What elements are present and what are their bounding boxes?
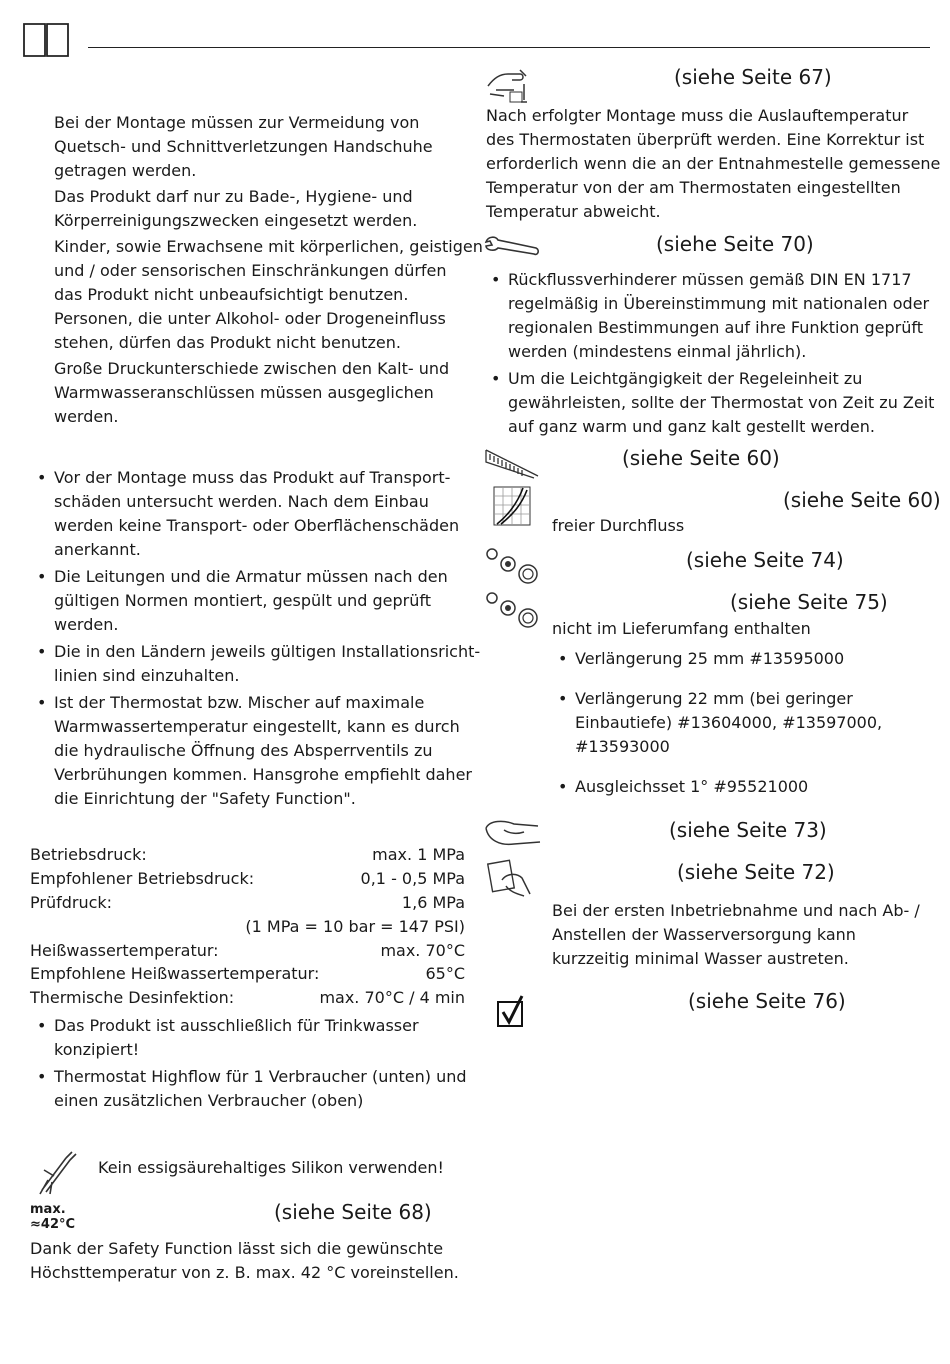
- page-reference: (siehe Seite 60): [622, 446, 780, 470]
- wrench-icon: [484, 234, 540, 260]
- list-item: • Vor der Montage muss das Produkt auf Transport- schäden untersucht werden. Nach dem Einbau werden keine Transport- oder Oberflächenschäden anerkannt.: [54, 466, 480, 562]
- header-rule: [88, 47, 930, 48]
- accessory-note: nicht im Lieferumfang enthalten: [552, 619, 811, 638]
- safety-paragraph: Das Produkt darf nur zu Bade-, Hygiene- und Körperreinigungszwecken eingesetzt werden.: [54, 187, 418, 230]
- list-item: • Verlängerung 25 mm #13595000: [575, 647, 882, 671]
- spec-row: Heißwassertemperatur: max. 70°C: [30, 941, 465, 960]
- page-reference: (siehe Seite 74): [686, 548, 844, 572]
- temp-badge-line: ≈42°C: [30, 1217, 76, 1232]
- page-reference: (siehe Seite 60): [783, 488, 941, 512]
- startup-text: Bei der ersten Inbetriebnahme und nach Ab- / Anstellen der Wasserversorgung kann kurzzeitig minimal Wasser austreten.: [552, 901, 920, 968]
- page-reference: (siehe Seite 67): [674, 65, 832, 89]
- spec-row: (1 MPa = 10 bar = 147 PSI): [245, 917, 465, 936]
- parts-icon: [484, 590, 542, 630]
- accessory-list: [575, 647, 882, 799]
- spec-row: Empfohlener Betriebsdruck: 0,1 - 0,5 MPa: [30, 869, 465, 888]
- spec-row: Thermische Desinfektion: max. 70°C / 4 min: [30, 988, 465, 1007]
- max-badge-line: max.: [30, 1202, 66, 1217]
- spec-row: Prüfdruck: 1,6 MPa: [30, 893, 465, 912]
- checkbox-icon: [496, 994, 526, 1028]
- page-reference: (siehe Seite 75): [730, 590, 888, 614]
- list-item: • Thermostat Highflow für 1 Verbraucher (unten) und einen zusätzlichen Verbraucher (oben): [54, 1065, 467, 1113]
- list-item: • Die in den Ländern jeweils gültigen Installationsricht- linien sind einzuhalten.: [54, 640, 480, 688]
- safety-function-text: Dank der Safety Function lässt sich die gewünschte Höchsttemperatur von z. B. max. 42 °C voreinstellen.: [30, 1239, 459, 1282]
- flow-note: freier Durchfluss: [552, 516, 685, 535]
- list-item: • Verlängerung 22 mm (bei geringer Einbautiefe) #13604000, #13597000, #13593000: [575, 687, 882, 759]
- parts-icon: [484, 546, 542, 586]
- safety-text: [54, 111, 483, 429]
- install-bullets: [54, 466, 480, 811]
- list-item: • Das Produkt ist ausschließlich für Trinkwasser konzipiert!: [54, 1014, 467, 1062]
- page-reference: (siehe Seite 68): [274, 1200, 432, 1224]
- book-icon: [22, 22, 70, 58]
- max-temp-badge: [30, 1202, 75, 1232]
- silicone-gun-icon: [36, 1150, 78, 1196]
- page-reference: (siehe Seite 73): [669, 818, 827, 842]
- page-reference: (siehe Seite 70): [656, 232, 814, 256]
- service-bullets: [508, 268, 934, 439]
- list-item: • Die Leitungen und die Armatur müssen nach den gültigen Normen montiert, gespült und geprüft werden.: [54, 565, 480, 637]
- thermometer-hand-icon: [486, 68, 532, 106]
- list-item: • Um die Leichtgängigkeit der Regeleinheit zu gewährleisten, sollte der Thermostat von Zeit zu Zeit auf ganz warm und ganz kalt gestellt werden.: [508, 367, 934, 439]
- spec-row: Empfohlene Heißwassertemperatur: 65°C: [30, 964, 465, 983]
- list-item: • Ausgleichsset 1° #95521000: [575, 775, 882, 799]
- silicone-note: Kein essigsäurehaltiges Silikon verwenden!: [98, 1158, 444, 1177]
- safety-paragraph: Kinder, sowie Erwachsene mit körperlichen, geistigen und / oder sensorischen Einschränkungen dürfen das Produkt nicht unbeaufsichtigt benutzen. Personen, die unter Alkohol- oder Drogeneinfluss stehen, dürfen das Produkt nicht benutzen.: [54, 237, 483, 352]
- hand-wall-icon: [488, 858, 534, 900]
- list-item: • Rückflussverhinderer müssen gemäß DIN EN 1717 regelmäßig in Übereinstimmung mit nationalen oder regionalen Bestimmungen auf ihre Funktion geprüft werden (mindestens einmal jährlich).: [508, 268, 934, 364]
- safety-paragraph: Große Druckunterschiede zwischen den Kalt- und Warmwasseranschlüssen müssen ausgeglichen werden.: [54, 359, 450, 426]
- flow-graph-icon: [493, 486, 531, 526]
- list-item: • Ist der Thermostat bzw. Mischer auf maximale Warmwassertemperatur eingestellt, kann es durch die hydraulische Öffnung des Absperrventils zu Verbrühungen kommen. Hansgrohe empfiehlt daher die Einrichtung der "Safety Function".: [54, 691, 480, 811]
- page-reference: (siehe Seite 72): [677, 860, 835, 884]
- ruler-icon: [484, 448, 540, 480]
- calibration-text: Nach erfolgter Montage muss die Auslauftemperatur des Thermostaten überprüft werden. Eine Korrektur ist erforderlich wenn die an der Entnahmestelle gemessene Temperatur von der am Thermostaten eingestellten Temperatur abweicht.: [486, 106, 941, 221]
- hand-icon: [484, 816, 542, 852]
- spec-row: Betriebsdruck: max. 1 MPa: [30, 845, 465, 864]
- page-reference: (siehe Seite 76): [688, 989, 846, 1013]
- spec-bullets: [54, 1014, 467, 1113]
- safety-paragraph: Bei der Montage müssen zur Vermeidung von Quetsch- und Schnittverletzungen Handschuhe getragen werden.: [54, 113, 433, 180]
